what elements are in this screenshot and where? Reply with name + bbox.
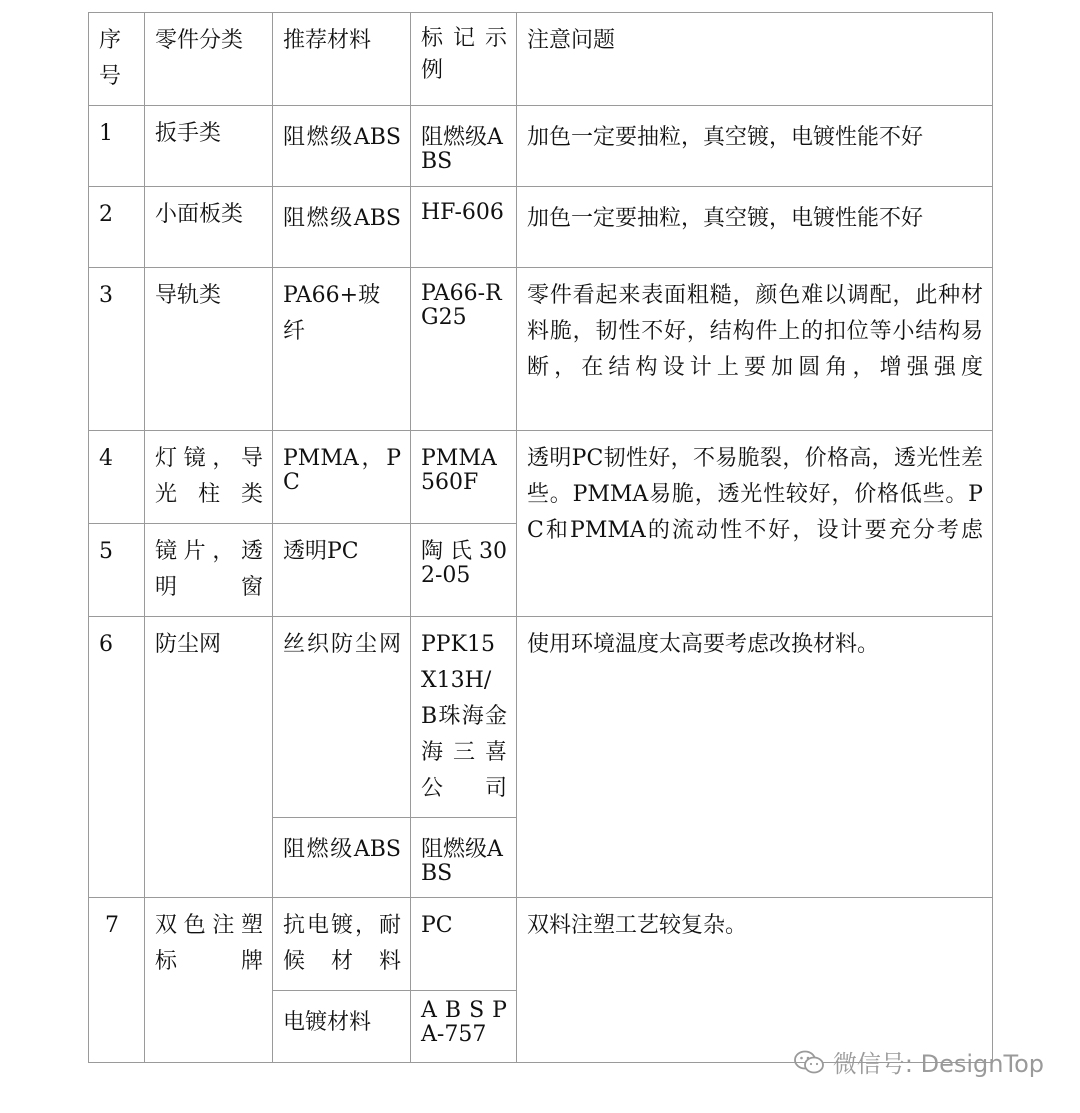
materials-table	[88, 12, 993, 1063]
category-cell: 双色注塑标牌	[145, 898, 273, 1063]
row-number: 7	[89, 898, 145, 1063]
table-row	[89, 617, 993, 818]
row-number: 1	[89, 106, 145, 187]
row-number: 3	[89, 268, 145, 431]
notes-cell: 双料注塑工艺较复杂。	[517, 898, 993, 1063]
material-cell: PMMA，PC	[273, 431, 411, 524]
watermark	[793, 1044, 1044, 1079]
material-cell: 透明PC	[273, 524, 411, 617]
material-cell: 抗电镀，耐候材料	[273, 898, 411, 991]
watermark-text: 微信号: DesignTop	[832, 1050, 1044, 1078]
example-cell: PC	[411, 898, 517, 991]
material-cell: 阻燃级ABS	[273, 187, 411, 268]
material-cell: PA66+玻纤	[273, 268, 411, 431]
category-cell: 灯镜，导光柱类	[145, 431, 273, 524]
row-number: 4	[89, 431, 145, 524]
category-cell: 防尘网	[145, 617, 273, 898]
example-cell: 阻燃级ABS	[411, 818, 517, 898]
material-cell: 阻燃级ABS	[273, 106, 411, 187]
example-cell: HF-606	[411, 187, 517, 268]
notes-cell: 加色一定要抽粒，真空镀，电镀性能不好	[517, 106, 993, 187]
row-number: 5	[89, 524, 145, 617]
example-cell: 陶 氏 302-05	[411, 524, 517, 617]
table-header-row	[89, 13, 993, 106]
example-cell: A B S PA-757	[411, 991, 517, 1063]
header-cell: 推荐材料	[273, 13, 411, 106]
header-cell: 零件分类	[145, 13, 273, 106]
example-cell: PPK15X13H/B珠海金海三喜公司	[411, 617, 517, 818]
row-number: 2	[89, 187, 145, 268]
table-row	[89, 106, 993, 187]
material-cell: 电镀材料	[273, 991, 411, 1063]
category-cell: 扳手类	[145, 106, 273, 187]
table-row	[89, 187, 993, 268]
example-cell: PA66-RG25	[411, 268, 517, 431]
material-cell: 阻燃级ABS	[273, 818, 411, 898]
row-number: 6	[89, 617, 145, 898]
header-cell: 标记示例	[411, 13, 517, 106]
example-cell: PMMA 560F	[411, 431, 517, 524]
table-row	[89, 898, 993, 991]
notes-cell: 加色一定要抽粒，真空镀，电镀性能不好	[517, 187, 993, 268]
category-cell: 小面板类	[145, 187, 273, 268]
header-cell: 序号	[89, 13, 145, 106]
category-cell: 镜片，透明窗	[145, 524, 273, 617]
material-cell: 丝织防尘网	[273, 617, 411, 818]
notes-cell: 透明PC韧性好，不易脆裂，价格高，透光性差些。PMMA易脆，透光性较好，价格低些。PC和PMMA的流动性不好，设计要充分考虑	[517, 431, 993, 617]
table-row	[89, 268, 993, 431]
notes-cell: 零件看起来表面粗糙，颜色难以调配，此种材料脆，韧性不好，结构件上的扣位等小结构易断，在结构设计上要加圆角，增强强度	[517, 268, 993, 431]
wechat-icon	[793, 1049, 825, 1075]
table-row	[89, 431, 993, 524]
notes-cell: 使用环境温度太高要考虑改换材料。	[517, 617, 993, 898]
header-cell: 注意问题	[517, 13, 993, 106]
example-cell: 阻燃级ABS	[411, 106, 517, 187]
category-cell: 导轨类	[145, 268, 273, 431]
